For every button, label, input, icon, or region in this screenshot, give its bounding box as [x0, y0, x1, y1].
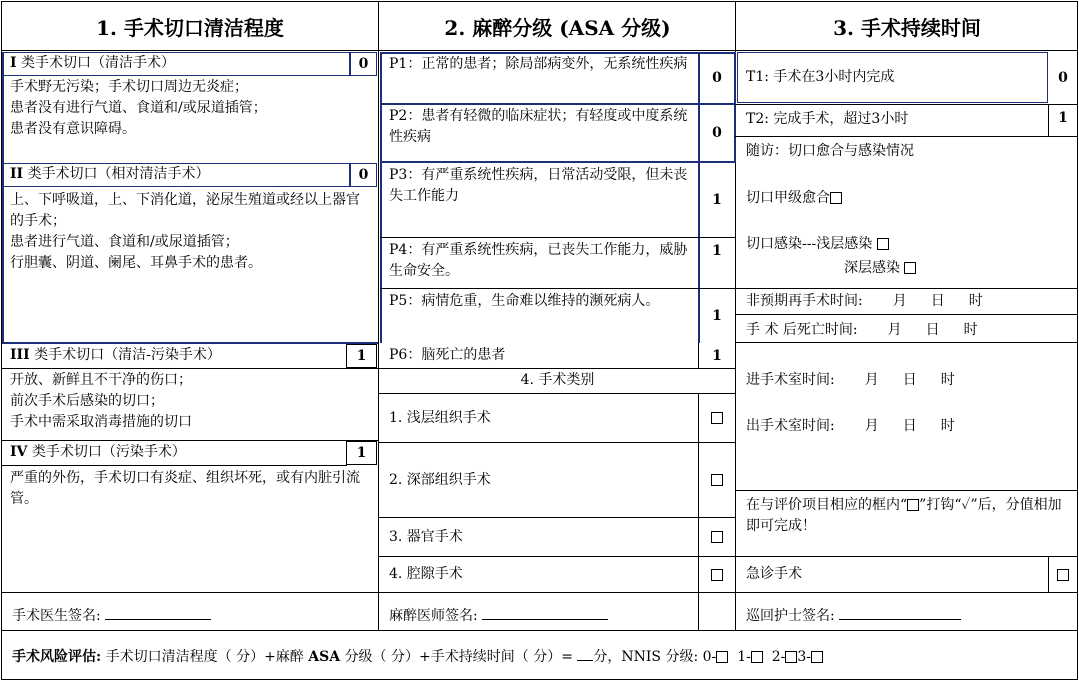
- deep-infection-checkbox[interactable]: [904, 262, 916, 274]
- instruction-note: 在与评价项目相应的框内“ ”打钩“✓”后，分值相加即可完成！: [746, 497, 1062, 534]
- surgery-type-superficial-checkbox[interactable]: [699, 394, 735, 442]
- nnis-2-checkbox[interactable]: [785, 651, 797, 663]
- anesthesiologist-signature-field[interactable]: [482, 605, 608, 620]
- incision-class-ii-desc: 上、下呼吸道，上、下消化道，泌尿生殖道或经以上器官的手术； 患者进行气道、食道和/或尿道插管； 行胆囊、阴道、阑尾、耳鼻手术的患者。: [10, 192, 360, 271]
- followup-infection-deep: 深层感染: [838, 256, 1038, 280]
- anesthesiologist-signature: 麻醉医师签名:: [383, 603, 693, 627]
- incision-class-iv-score: 1: [346, 441, 377, 465]
- total-score-field[interactable]: [577, 646, 593, 661]
- postop-death-time: 手 术 后死亡时间: 月 日 时: [746, 322, 978, 338]
- reoperation-time: 非预期再手术时间: 月 日 时: [746, 293, 983, 309]
- asa-p2-score: 0: [712, 125, 722, 141]
- surgery-type-title: 4. 手术类别: [520, 372, 595, 388]
- incision-class-iii-score: 1: [346, 344, 377, 368]
- asa-p5-score: 1: [712, 308, 722, 324]
- asa-p4: P4：有严重系统性疾病，已丧失工作能力，威胁生命安全。: [389, 242, 688, 279]
- asa-p1-score: 0: [712, 70, 722, 86]
- duration-t1: T1 : 手术在3小时内完成: [746, 69, 895, 85]
- superficial-infection-checkbox[interactable]: [877, 238, 889, 250]
- asa-p6: P6：脑死亡的患者: [389, 347, 506, 363]
- primary-healing-checkbox[interactable]: [830, 192, 842, 204]
- emergency-checkbox[interactable]: [1049, 557, 1077, 592]
- surgery-type-deep-checkbox[interactable]: [699, 443, 735, 517]
- nnis-0-checkbox[interactable]: [716, 651, 728, 663]
- surgery-type-superficial: 1. 浅层组织手术: [389, 409, 491, 426]
- incision-class-i-desc: 手术野无污染；手术切口周边无炎症； 患者没有进行气道、食道和/或尿道插管； 患者没有意识障碍。: [10, 79, 267, 137]
- asa-p1: P1：正常的患者；除局部病变外，无系统性疾病: [389, 56, 688, 72]
- header-duration: 3. 手术持续时间: [833, 15, 981, 40]
- surgery-type-cavity: 4. 腔隙手术: [389, 566, 463, 582]
- followup-infection-superficial: 切口感染---浅层感染: [740, 232, 1070, 256]
- exit-or-time: 出手术室时间: 月 日 时: [746, 418, 955, 434]
- asa-p2: P2：患者有轻微的临床症状；有轻度或中度系统性疾病: [389, 108, 688, 145]
- incision-class-iv-title: IV 类手术切口（污染手术）: [10, 444, 186, 460]
- surgery-type-cavity-checkbox[interactable]: [699, 557, 735, 592]
- surgeon-signature-field[interactable]: [105, 605, 211, 620]
- enter-or-time: 进手术室时间: 月 日 时: [746, 372, 955, 388]
- header-incision: 1. 手术切口清洁程度: [96, 15, 284, 40]
- incision-class-iv-desc: 严重的外伤，手术切口有炎症、组织坏死，或有内脏引流管。: [10, 470, 360, 507]
- asa-p3-score: 1: [712, 192, 722, 208]
- surgeon-signature: 手术医生签名:: [6, 603, 366, 627]
- risk-assessment: 手术风险评估: 手术切口清洁程度（ 分）+麻醉 ASA 分级（ 分）+手术持续时间（ 分）= 分，NNIS 分级: 0- 1- 2- 3-: [6, 644, 1076, 668]
- nnis-3-checkbox[interactable]: [811, 651, 823, 663]
- followup-title: 随访：切口愈合与感染情况: [746, 143, 914, 159]
- surgery-type-organ: 3. 器官手术: [389, 528, 463, 545]
- duration-t2: T2: 完成手术，超过3小时: [746, 111, 909, 127]
- asa-p6-score: 1: [712, 348, 722, 364]
- duration-t2-score: 1: [1058, 110, 1068, 126]
- incision-class-iii-desc: 开放、新鲜且不干净的伤口； 前次手术后感染的切口； 手术中需采取消毒措施的切口: [10, 372, 192, 430]
- asa-p4-score: 1: [712, 243, 722, 259]
- asa-p3: P3：有严重系统性疾病，日常活动受限，但未丧失工作能力: [389, 167, 688, 204]
- incision-class-i-title: I 类手术切口（清洁手术）: [10, 55, 176, 71]
- nnis-1-checkbox[interactable]: [751, 651, 763, 663]
- asa-p5: P5：病情危重，生命难以维持的濒死病人。: [389, 293, 660, 309]
- emergency-surgery: 急诊手术: [746, 566, 802, 582]
- nurse-signature-field[interactable]: [839, 605, 961, 620]
- followup-primary-healing: 切口甲级愈合: [740, 186, 1070, 210]
- surgery-type-organ-checkbox[interactable]: [699, 518, 735, 556]
- nurse-signature: 巡回护士签名:: [740, 603, 1070, 627]
- header-asa: 2. 麻醉分级 (ASA 分级): [444, 15, 671, 40]
- surgery-type-deep: 2. 深部组织手术: [389, 471, 491, 488]
- duration-t1-score: 0: [1058, 69, 1068, 86]
- incision-class-ii-score: 0: [350, 163, 377, 187]
- incision-class-ii-title: II 类手术切口（相对清洁手术）: [10, 166, 210, 182]
- incision-class-i-score: 0: [350, 52, 377, 76]
- incision-class-iii-title: III 类手术切口（清洁-污染手术）: [10, 347, 221, 363]
